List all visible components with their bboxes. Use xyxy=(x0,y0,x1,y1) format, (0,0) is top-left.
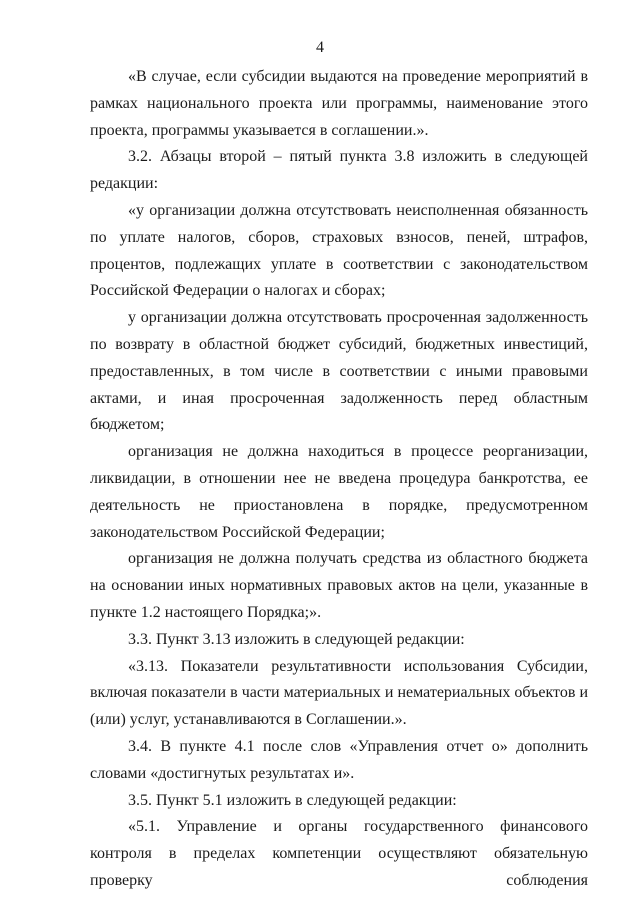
document-body xyxy=(90,64,588,895)
paragraph-tax-obligation: «у организации должна отсутствовать неисполненная обязанность по уплате налогов, сборов, страховых взносов, пеней, штрафов, процентов, подлежащих уплате в соответствии с законодательством Российской Федерации о налогах и сборах; xyxy=(90,201,588,300)
paragraph-subsidy-project: «В случае, если субсидии выдаются на проведение мероприятий в рамках национального проекта или программы, наименование этого проекта, программы указывается в соглашении.». xyxy=(90,68,588,139)
paragraph-3-13: «3.13. Показатели результативности использования Субсидии, включая показатели в части материальных и нематериальных объектов и (или) услуг, устанавливаются в Соглашении.». xyxy=(90,657,588,729)
paragraph-3-3: 3.3. Пункт 3.13 изложить в следующей редакции: xyxy=(128,630,465,648)
paragraph-3-4: 3.4. В пункте 4.1 после слов «Управления отчет о» дополнить словами «достигнутых результатах и». xyxy=(90,737,588,782)
paragraph-other-funding: организация не должна получать средства из областного бюджета на основании иных нормативных правовых актов на цели, указанные в пункте 1.2 настоящего Порядка;». xyxy=(90,550,588,621)
paragraph-3-5: 3.5. Пункт 5.1 изложить в следующей редакции: xyxy=(128,791,457,809)
paragraph-5-1: «5.1. Управление и органы государственного финансового контроля в пределах компетенции осуществляют обязательную проверку соблюдения xyxy=(90,818,588,889)
paragraph-3-2: 3.2. Абзацы второй – пятый пункта 3.8 изложить в следующей редакции: xyxy=(90,148,588,193)
page-number: 4 xyxy=(316,39,324,56)
paragraph-overdue-debt: у организации должна отсутствовать просроченная задолженность по возврату в областной бюджет субсидий, бюджетных инвестиций, предоставленных, в том числе в соответствии с иными правовыми актами, и иная просроченная задолженность перед областным бюджетом; xyxy=(90,309,588,434)
paragraph-reorganization: организация не должна находиться в процессе реорганизации, ликвидации, в отношении нее не введена процедура банкротства, ее деятельность не приостановлена в порядке, предусмотренном законодательством Российской Федерации; xyxy=(90,443,588,541)
